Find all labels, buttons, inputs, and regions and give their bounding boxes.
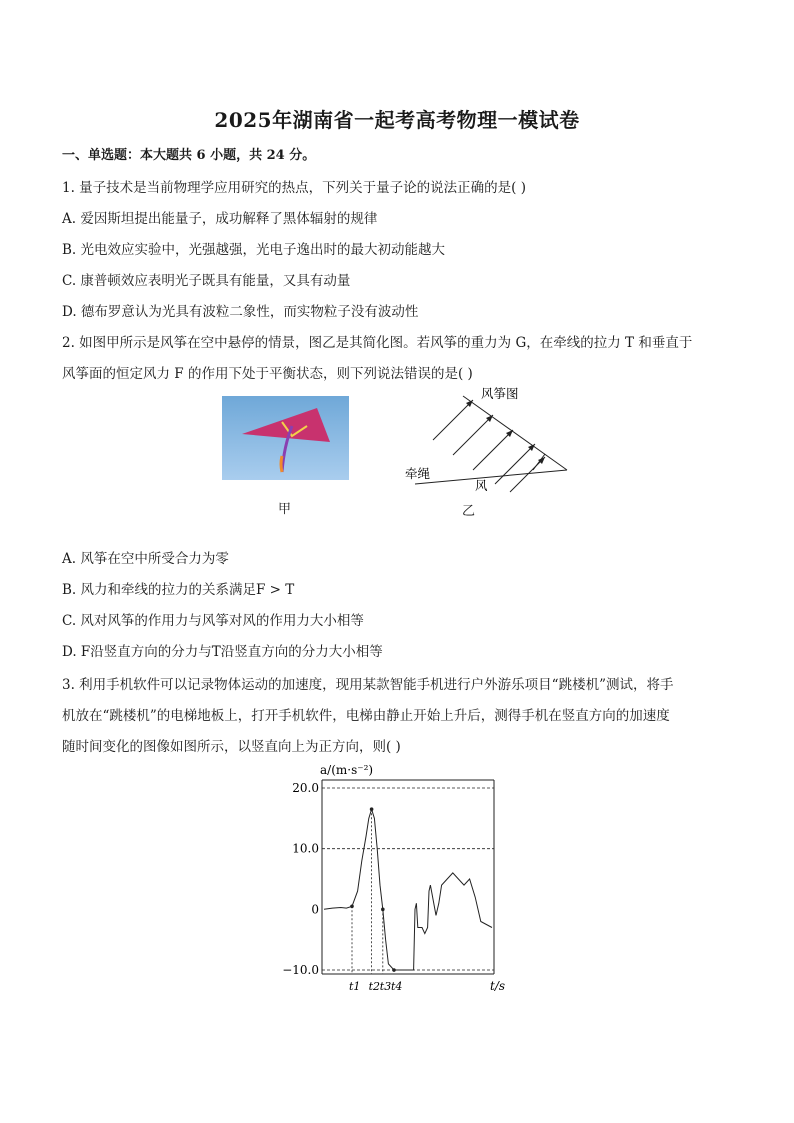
y-tick-label: 0 (311, 902, 319, 917)
y-tick-label: −10.0 (282, 963, 319, 977)
y-tick-label: 10.0 (292, 841, 319, 856)
question-2-option-d: D. F沿竖直方向的分力与T沿竖直方向的分力大小相等 (62, 644, 383, 660)
y-axis-label: a/(m·s⁻²) (320, 763, 374, 777)
x-tick-label-t4: t4 (391, 980, 403, 993)
figure-jia-caption: 甲 (278, 502, 292, 517)
question-1-option-d: D. 德布罗意认为光具有波粒二象性，而实物粒子没有波动性 (62, 304, 419, 320)
marked-point-t3 (381, 908, 385, 912)
question-2-stem-line1: 2. 如图甲所示是风筝在空中悬停的情景，图乙是其简化图。若风筝的重力为 G，在牵线的拉力 T 和垂直于 (62, 335, 693, 351)
x-tick-label-t1: t1 (349, 980, 361, 993)
label-wind: 风 (475, 478, 488, 493)
question-2-option-a: A. 风筝在空中所受合力为零 (62, 551, 229, 567)
x-tick-label-t3: t3 (379, 980, 392, 993)
page-title: 2025年湖南省一起考高考物理一模试卷 (214, 108, 580, 132)
tow-rope (415, 470, 567, 484)
question-3-stem-line3: 随时间变化的图像如图所示，以竖直向上为正方向，则( ) (62, 739, 401, 755)
x-axis-label: t/s (490, 979, 506, 993)
question-3-stem-line2: 机放在“跳楼机”的电梯地板上，打开手机软件，电梯由静止开始上升后，测得手机在竖直方向的加速度 (62, 708, 670, 724)
acceleration-curve (324, 809, 492, 970)
kite-photo (222, 396, 349, 480)
question-1-stem: 1. 量子技术是当前物理学应用研究的热点，下列关于量子论的说法正确的是( ) (62, 180, 526, 196)
question-2-stem-line2: 风筝面的恒定风力 F 的作用下处于平衡状态，则下列说法错误的是( ) (62, 366, 473, 382)
marked-point-t4 (392, 968, 396, 972)
question-1-option-a: A. 爱因斯坦提出能量子，成功解释了黑体辐射的规律 (62, 211, 378, 227)
label-kite: 风筝图 (481, 386, 519, 401)
section-heading: 一、单选题：本大题共 6 小题，共 24 分。 (62, 148, 316, 163)
wind-arrows (433, 400, 545, 492)
x-tick-label-t2: t2 (368, 980, 381, 993)
kite-diagram (395, 382, 580, 502)
question-3-stem-line1: 3. 利用手机软件可以记录物体运动的加速度，现用某款智能手机进行户外游乐项目“跳楼机”测试，将手 (62, 677, 674, 693)
y-tick-label: 20.0 (292, 781, 319, 795)
label-rope: 牵绳 (405, 466, 431, 481)
question-2-option-b: B. 风力和牵线的拉力的关系满足F > T (62, 582, 295, 598)
question-2-option-c: C. 风对风筝的作用力与风筝对风的作用力大小相等 (62, 613, 364, 629)
question-1-option-c: C. 康普顿效应表明光子既具有能量，又具有动量 (62, 273, 351, 289)
question-1-option-b: B. 光电效应实验中，光强越强，光电子逸出时的最大初动能越大 (62, 242, 446, 258)
marked-point-t2 (370, 807, 374, 811)
acceleration-time-chart (280, 758, 520, 998)
marked-point-t1 (350, 905, 354, 909)
figure-yi-caption: 乙 (462, 504, 476, 519)
kite-surface (463, 396, 567, 470)
